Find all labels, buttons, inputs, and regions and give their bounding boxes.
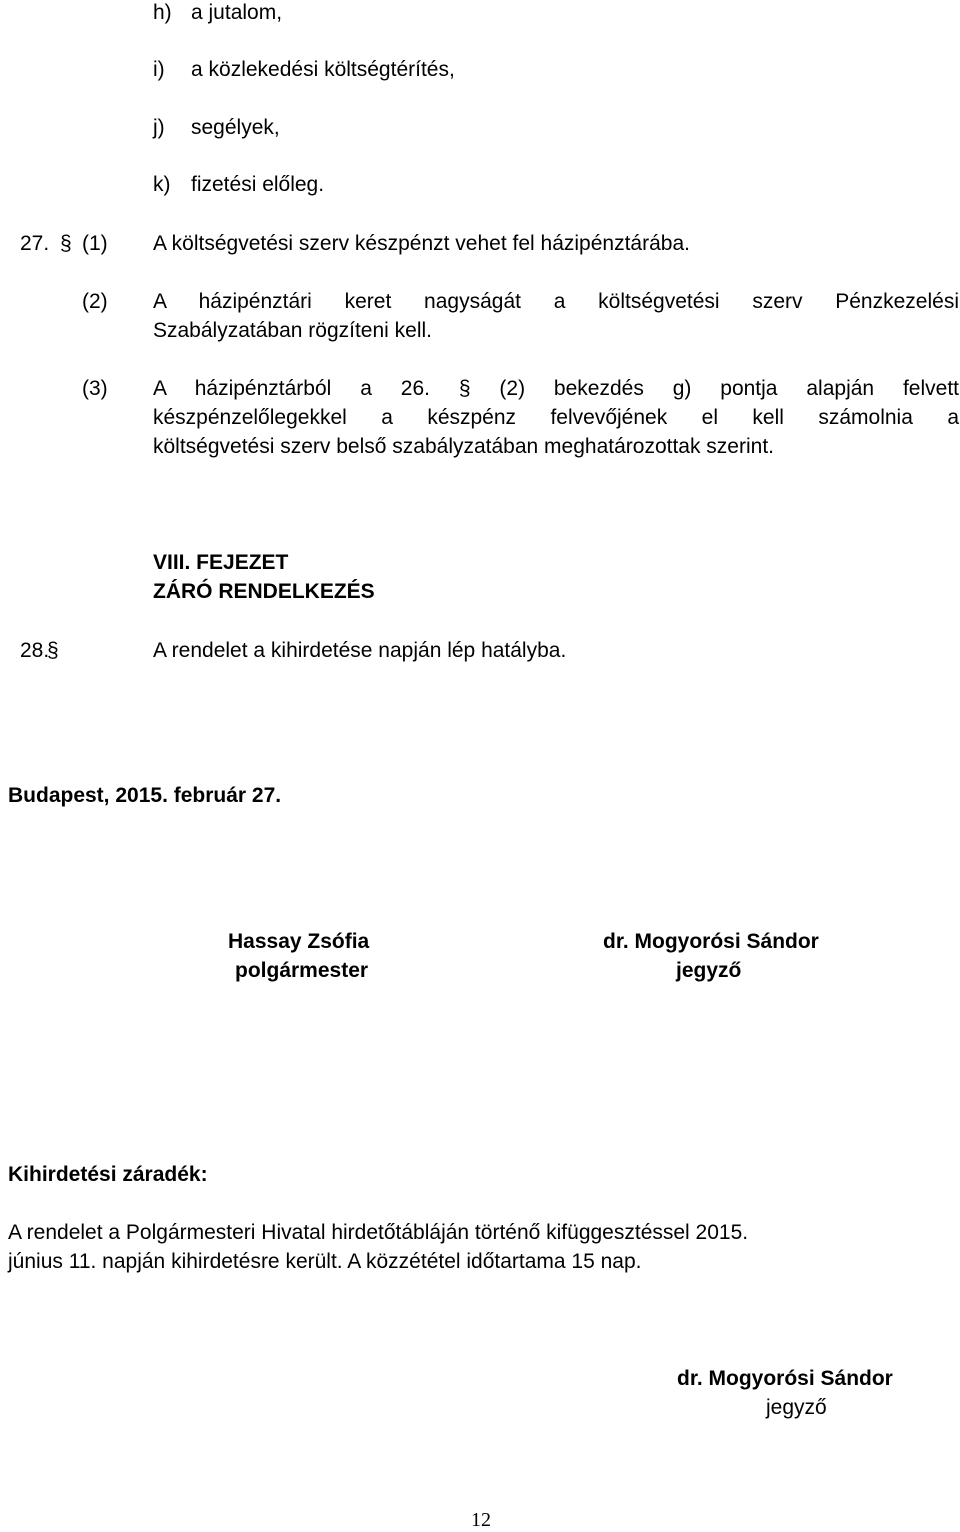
chapter-number: VIII. FEJEZET (153, 551, 289, 574)
place-date: Budapest, 2015. február 27. (8, 784, 282, 807)
list-text: a jutalom, (191, 1, 283, 24)
clause-signer-name: dr. Mogyorósi Sándor (677, 1367, 893, 1390)
paragraph-marker: (1) (82, 232, 108, 255)
signer-title-mayor: polgármester (235, 959, 369, 982)
paragraph-marker: (3) (82, 377, 108, 400)
paragraph-text: Szabályzatában rögzíteni kell. (153, 319, 432, 342)
signer-title-notary: jegyző (676, 959, 742, 982)
paragraph-text: A házipénztári keret nagyságát a költségvetési szerv Pénzkezelési (153, 290, 959, 313)
chapter-title: ZÁRÓ RENDELKEZÉS (153, 580, 375, 603)
section-text: A rendelet a kihirdetése napján lép hatályba. (153, 639, 567, 662)
section-number: 28. (20, 639, 50, 662)
page-number: 12 (471, 1509, 491, 1531)
paragraph-text: A házipénztárból a 26. § (2) bekezdés g) pontja alapján felvett (153, 377, 959, 400)
list-marker: i) (153, 58, 165, 81)
paragraph-text: A költségvetési szerv készpénzt vehet fel házipénztárába. (153, 232, 690, 255)
signer-name-mayor: Hassay Zsófia (228, 930, 370, 953)
list-marker: j) (153, 116, 165, 139)
list-text: a közlekedési költségtérítés, (191, 58, 455, 81)
list-marker: h) (153, 1, 172, 24)
section-sign: § (60, 232, 72, 255)
list-text: segélyek, (191, 116, 280, 139)
clause-text: A rendelet a Polgármesteri Hivatal hirdetőtábláján történő kifüggesztéssel 2015. (8, 1221, 749, 1244)
list-text: fizetési előleg. (191, 173, 325, 196)
section-number: 27. (20, 232, 50, 255)
paragraph-marker: (2) (82, 290, 108, 313)
list-marker: k) (153, 173, 171, 196)
signer-name-notary: dr. Mogyorósi Sándor (603, 930, 819, 953)
section-sign: § (47, 639, 59, 662)
paragraph-text: készpénzelőlegekkel a készpénz felvevőjének el kell számolnia a (153, 406, 959, 429)
clause-text: június 11. napján kihirdetésre került. A közzététel időtartama 15 nap. (8, 1250, 642, 1273)
clause-signer-title: jegyző (766, 1396, 827, 1419)
clause-heading: Kihirdetési záradék: (8, 1163, 208, 1186)
paragraph-text: költségvetési szerv belső szabályzatában meghatározottak szerint. (153, 435, 774, 458)
